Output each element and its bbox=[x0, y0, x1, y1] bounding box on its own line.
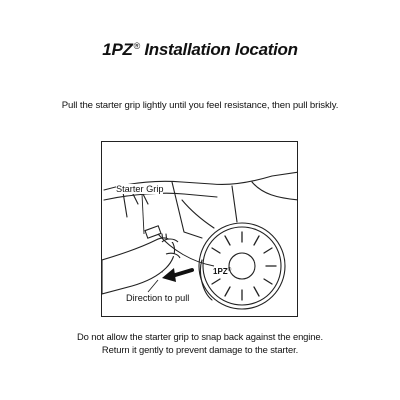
starter-illustration bbox=[101, 141, 298, 317]
emblem-model: 1PZ bbox=[213, 267, 228, 276]
instruction-text: Pull the starter grip lightly until you feel resistance, then pull briskly. bbox=[61, 100, 339, 111]
starter-grip-label: Starter Grip bbox=[116, 184, 164, 194]
caution-line-1: Do not allow the starter grip to snap back against the engine. bbox=[76, 331, 324, 342]
caution-note bbox=[0, 330, 400, 356]
emblem-registered-mark: ® bbox=[227, 267, 232, 273]
page-title bbox=[0, 40, 400, 60]
caution-line-2: Return it gently to prevent damage to the starter. bbox=[101, 344, 299, 355]
direction-to-pull-label: Direction to pull bbox=[126, 293, 190, 303]
title-text: Installation location bbox=[144, 40, 298, 59]
recoil-starter-drawing bbox=[102, 142, 298, 317]
title-model: 1PZ bbox=[102, 40, 133, 59]
starter-cover-emblem bbox=[213, 267, 231, 276]
title-registered-mark: ® bbox=[133, 41, 140, 51]
